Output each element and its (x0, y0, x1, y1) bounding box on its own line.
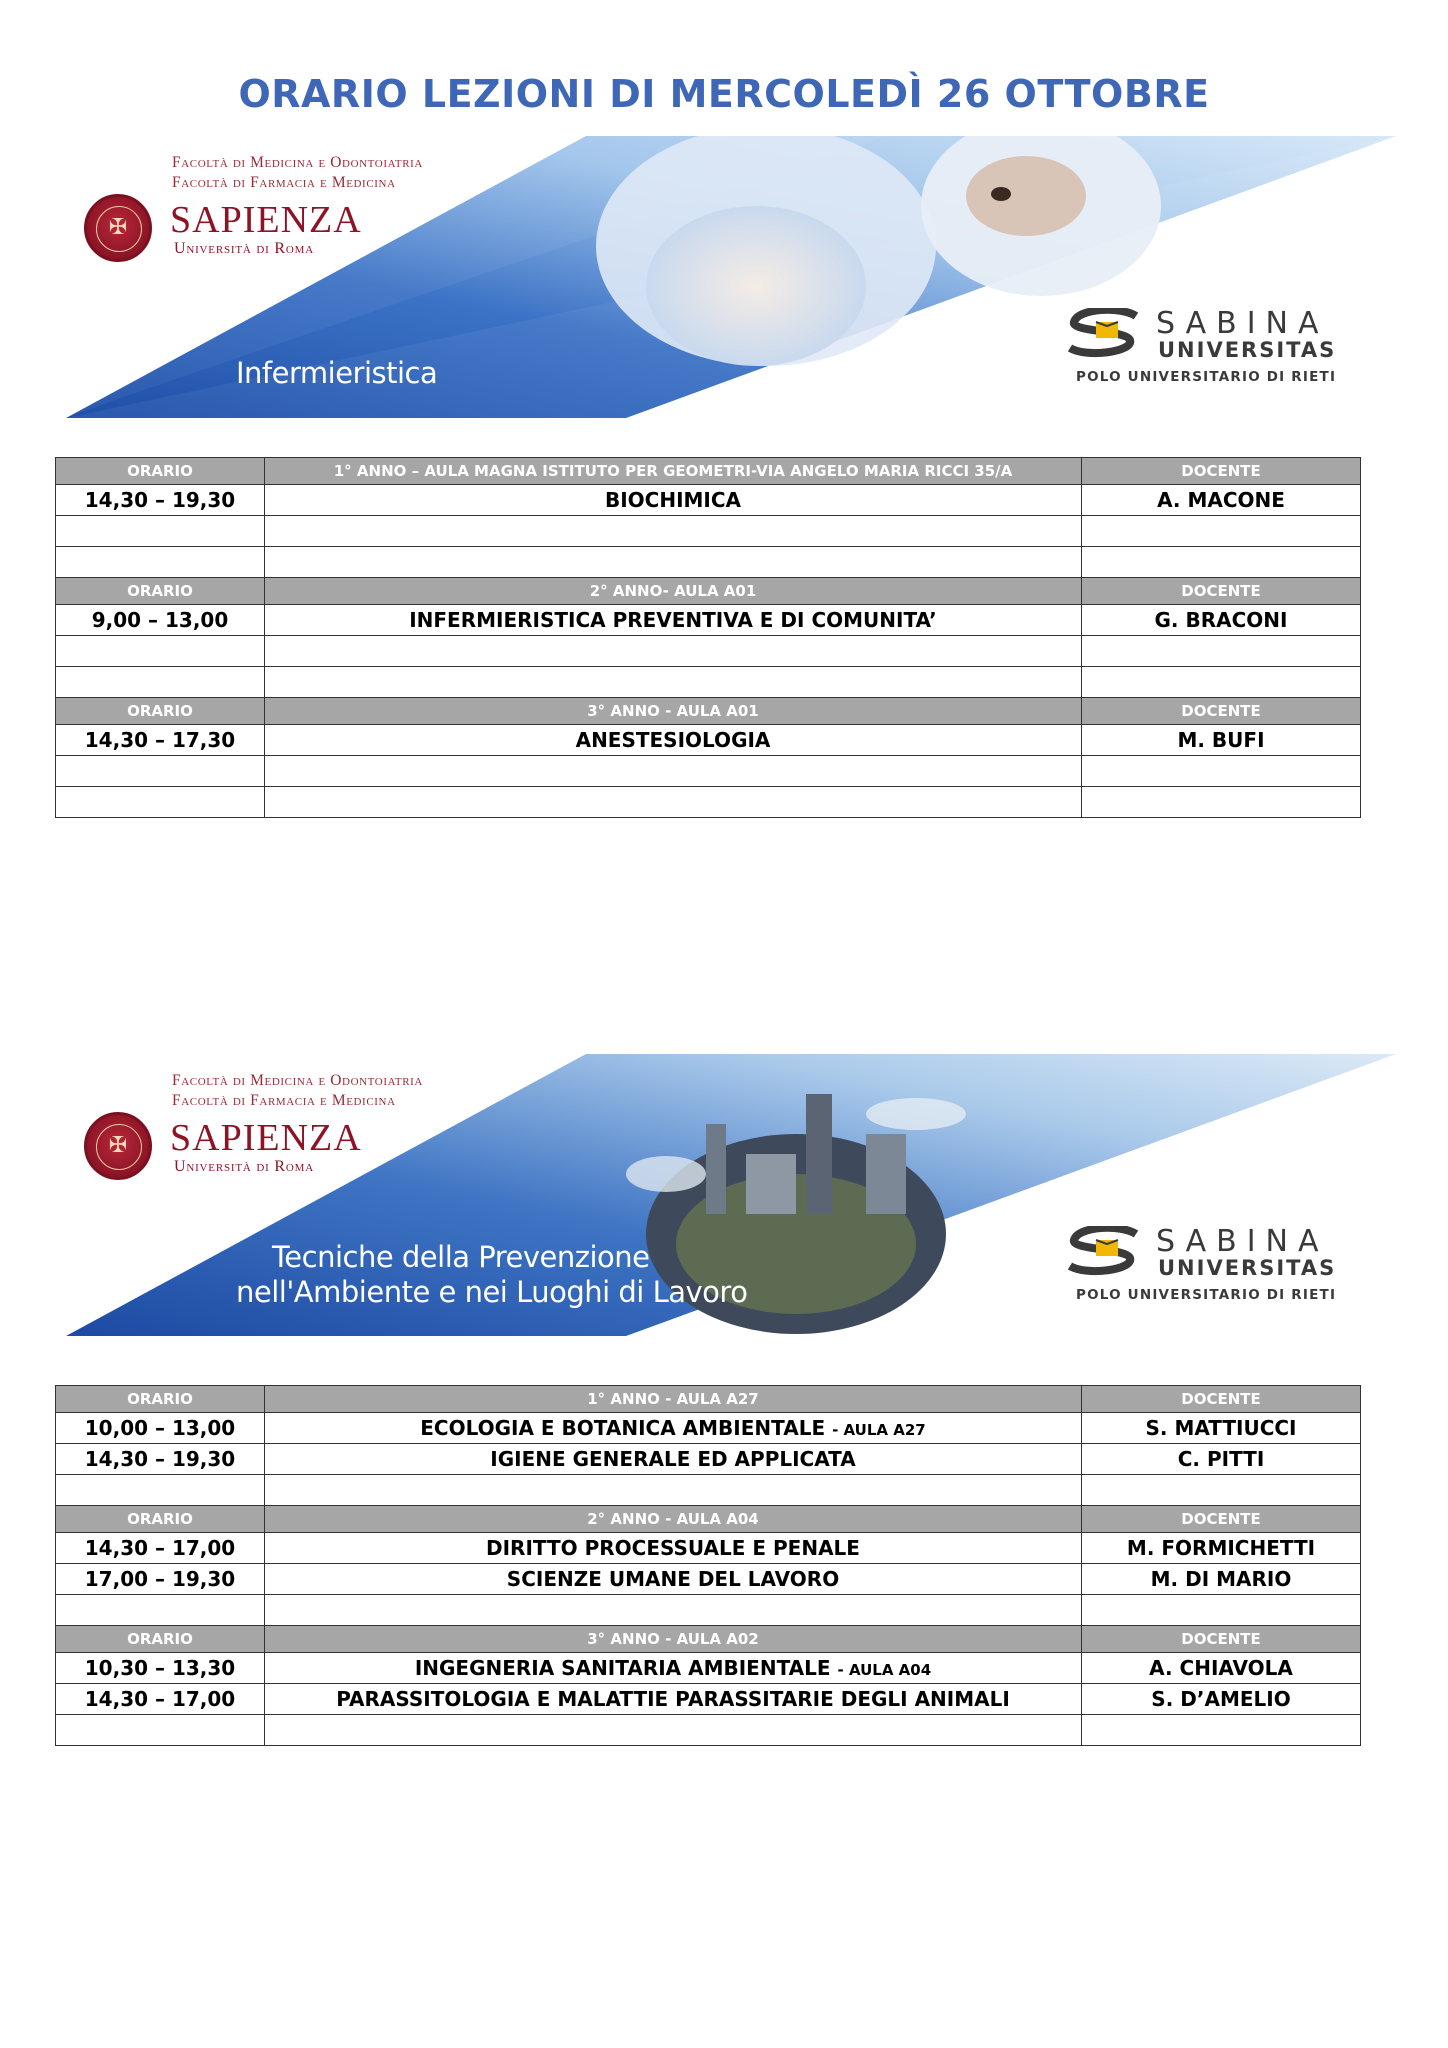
schedule-table-infermieristica (55, 457, 1361, 818)
lesson-teacher (1082, 756, 1361, 787)
header-year-room: 1° ANNO – AULA MAGNA ISTITUTO PER GEOMETRI-VIA ANGELO MARIA RICCI 35/A (265, 458, 1082, 485)
header-time: ORARIO (56, 1386, 265, 1413)
lesson-time: 9,00 – 13,00 (56, 605, 265, 636)
lesson-time: 14,30 – 19,30 (56, 485, 265, 516)
lesson-teacher: S. MATTIUCCI (1082, 1413, 1361, 1444)
lesson-time: 14,30 – 19,30 (56, 1444, 265, 1475)
header-year-room: 2° ANNO- AULA A01 (265, 578, 1082, 605)
table-row (56, 756, 1361, 787)
sabina-wordmark: SABINA (1156, 1224, 1329, 1259)
sabina-universitas-logo (1066, 306, 1366, 386)
sabina-s-icon (1066, 308, 1142, 358)
section-header-row (56, 1506, 1361, 1533)
header-year-room: 2° ANNO - AULA A04 (265, 1506, 1082, 1533)
sabina-universitas-logo (1066, 1224, 1366, 1304)
lesson-subject: IGIENE GENERALE ED APPLICATA (490, 1447, 856, 1471)
lesson-subject-cell (265, 667, 1082, 698)
lesson-teacher: A. CHIAVOLA (1082, 1653, 1361, 1684)
course-name-line-2: nell'Ambiente e nei Luoghi di Lavoro (236, 1275, 748, 1309)
lesson-subject-cell (265, 605, 1082, 636)
table-row (56, 725, 1361, 756)
universitas-wordmark: UNIVERSITAS (1158, 338, 1337, 362)
header-teacher: DOCENTE (1082, 458, 1361, 485)
table-row (56, 605, 1361, 636)
lesson-time: 14,30 – 17,00 (56, 1533, 265, 1564)
table-row (56, 485, 1361, 516)
table-row (56, 1444, 1361, 1475)
header-time: ORARIO (56, 1506, 265, 1533)
banner-tecniche-prevenzione (66, 1054, 1396, 1336)
course-name (236, 356, 437, 391)
header-teacher: DOCENTE (1082, 1386, 1361, 1413)
lesson-time (56, 1475, 265, 1506)
sabina-s-icon (1066, 1226, 1142, 1276)
header-time: ORARIO (56, 578, 265, 605)
lesson-teacher (1082, 667, 1361, 698)
lesson-subject: DIRITTO PROCESSUALE E PENALE (486, 1536, 860, 1560)
university-name: SAPIENZA (170, 199, 362, 241)
lesson-teacher (1082, 787, 1361, 818)
lesson-room: - AULA A04 (837, 1661, 932, 1679)
banner-infermieristica (66, 136, 1396, 418)
faculty-line-1: Facoltà di Medicina e Odontoiatria (172, 154, 423, 171)
lesson-subject-cell (265, 485, 1082, 516)
header-teacher: DOCENTE (1082, 1626, 1361, 1653)
header-time: ORARIO (56, 1626, 265, 1653)
page-title: ORARIO LEZIONI DI MERCOLEDÌ 26 OTTOBRE (238, 72, 1210, 116)
lesson-time (56, 516, 265, 547)
lesson-teacher: S. D’AMELIO (1082, 1684, 1361, 1715)
lesson-time: 10,00 – 13,00 (56, 1413, 265, 1444)
lesson-subject: SCIENZE UMANE DEL LAVORO (506, 1567, 840, 1591)
lesson-subject-cell (265, 1475, 1082, 1506)
faculty-line-1: Facoltà di Medicina e Odontoiatria (172, 1072, 423, 1089)
lesson-time (56, 667, 265, 698)
faculty-line-2: Facoltà di Farmacia e Medicina (172, 1092, 396, 1109)
lesson-subject: PARASSITOLOGIA E MALATTIE PARASSITARIE DEGLI ANIMALI (336, 1687, 1010, 1711)
table-row (56, 1653, 1361, 1684)
polo-tagline: POLO UNIVERSITARIO DI RIETI (1076, 1287, 1337, 1303)
lesson-teacher (1082, 1475, 1361, 1506)
university-subtitle: Università di Roma (174, 1158, 314, 1175)
lesson-time: 14,30 – 17,30 (56, 725, 265, 756)
course-name-line-1: Tecniche della Prevenzione (272, 1240, 650, 1274)
faculty-line-2: Facoltà di Farmacia e Medicina (172, 174, 396, 191)
lesson-subject-cell (265, 756, 1082, 787)
lesson-subject: INFERMIERISTICA PREVENTIVA E DI COMUNITA’ (409, 608, 937, 632)
lesson-time: 17,00 – 19,30 (56, 1564, 265, 1595)
table-row (56, 1413, 1361, 1444)
header-teacher: DOCENTE (1082, 578, 1361, 605)
table-row (56, 1684, 1361, 1715)
lesson-subject-cell (265, 1595, 1082, 1626)
lesson-subject-cell (265, 787, 1082, 818)
lesson-time (56, 1715, 265, 1746)
lesson-subject: ECOLOGIA E BOTANICA AMBIENTALE (420, 1416, 826, 1440)
table-row (56, 516, 1361, 547)
lesson-time (56, 787, 265, 818)
table-row (56, 1595, 1361, 1626)
lesson-subject-cell (265, 1653, 1082, 1684)
section-header-row (56, 698, 1361, 725)
course-name-line-1: Infermieristica (236, 356, 438, 390)
header-teacher: DOCENTE (1082, 698, 1361, 725)
lesson-time (56, 1595, 265, 1626)
lesson-time (56, 756, 265, 787)
lesson-subject-cell (265, 1684, 1082, 1715)
course-name (236, 1240, 747, 1310)
lesson-time (56, 636, 265, 667)
table-row (56, 636, 1361, 667)
lesson-subject-cell (265, 1413, 1082, 1444)
lesson-subject-cell (265, 547, 1082, 578)
table-row (56, 667, 1361, 698)
lesson-time: 10,30 – 13,30 (56, 1653, 265, 1684)
lesson-teacher (1082, 1595, 1361, 1626)
lesson-subject: ANESTESIOLOGIA (575, 728, 771, 752)
section-header-row (56, 1386, 1361, 1413)
university-subtitle: Università di Roma (174, 240, 314, 257)
table-row (56, 547, 1361, 578)
sapienza-seal: ✠ (84, 194, 152, 262)
lesson-teacher: A. MACONE (1082, 485, 1361, 516)
table-row (56, 787, 1361, 818)
lesson-subject-cell (265, 1715, 1082, 1746)
lesson-time (56, 547, 265, 578)
header-year-room: 3° ANNO - AULA A02 (265, 1626, 1082, 1653)
lesson-subject-cell (265, 725, 1082, 756)
header-teacher: DOCENTE (1082, 1506, 1361, 1533)
section-header-row (56, 578, 1361, 605)
header-year-room: 1° ANNO - AULA A27 (265, 1386, 1082, 1413)
sabina-wordmark: SABINA (1156, 306, 1329, 341)
university-name: SAPIENZA (170, 1117, 362, 1159)
lesson-teacher: M. DI MARIO (1082, 1564, 1361, 1595)
header-year-room: 3° ANNO - AULA A01 (265, 698, 1082, 725)
lesson-subject: BIOCHIMICA (604, 488, 742, 512)
header-time: ORARIO (56, 458, 265, 485)
sapienza-seal: ✠ (84, 1112, 152, 1180)
lesson-subject-cell (265, 1564, 1082, 1595)
lesson-teacher: C. PITTI (1082, 1444, 1361, 1475)
lesson-teacher: M. FORMICHETTI (1082, 1533, 1361, 1564)
table-row (56, 1715, 1361, 1746)
table-row (56, 1533, 1361, 1564)
lesson-teacher (1082, 516, 1361, 547)
polo-tagline: POLO UNIVERSITARIO DI RIETI (1076, 369, 1337, 385)
section-header-row (56, 1626, 1361, 1653)
table-row (56, 1475, 1361, 1506)
lesson-room: - AULA A27 (832, 1421, 926, 1439)
lesson-teacher (1082, 1715, 1361, 1746)
lesson-subject-cell (265, 1444, 1082, 1475)
lesson-teacher (1082, 547, 1361, 578)
lesson-time: 14,30 – 17,00 (56, 1684, 265, 1715)
lesson-subject-cell (265, 636, 1082, 667)
lesson-teacher: M. BUFI (1082, 725, 1361, 756)
lesson-subject-cell (265, 1533, 1082, 1564)
header-time: ORARIO (56, 698, 265, 725)
table-row (56, 1564, 1361, 1595)
lesson-subject-cell (265, 516, 1082, 547)
lesson-subject: INGEGNERIA SANITARIA AMBIENTALE (414, 1656, 831, 1680)
universitas-wordmark: UNIVERSITAS (1158, 1256, 1337, 1280)
lesson-teacher: G. BRACONI (1082, 605, 1361, 636)
lesson-teacher (1082, 636, 1361, 667)
section-header-row (56, 458, 1361, 485)
schedule-table-tecniche-prevenzione (55, 1385, 1361, 1746)
